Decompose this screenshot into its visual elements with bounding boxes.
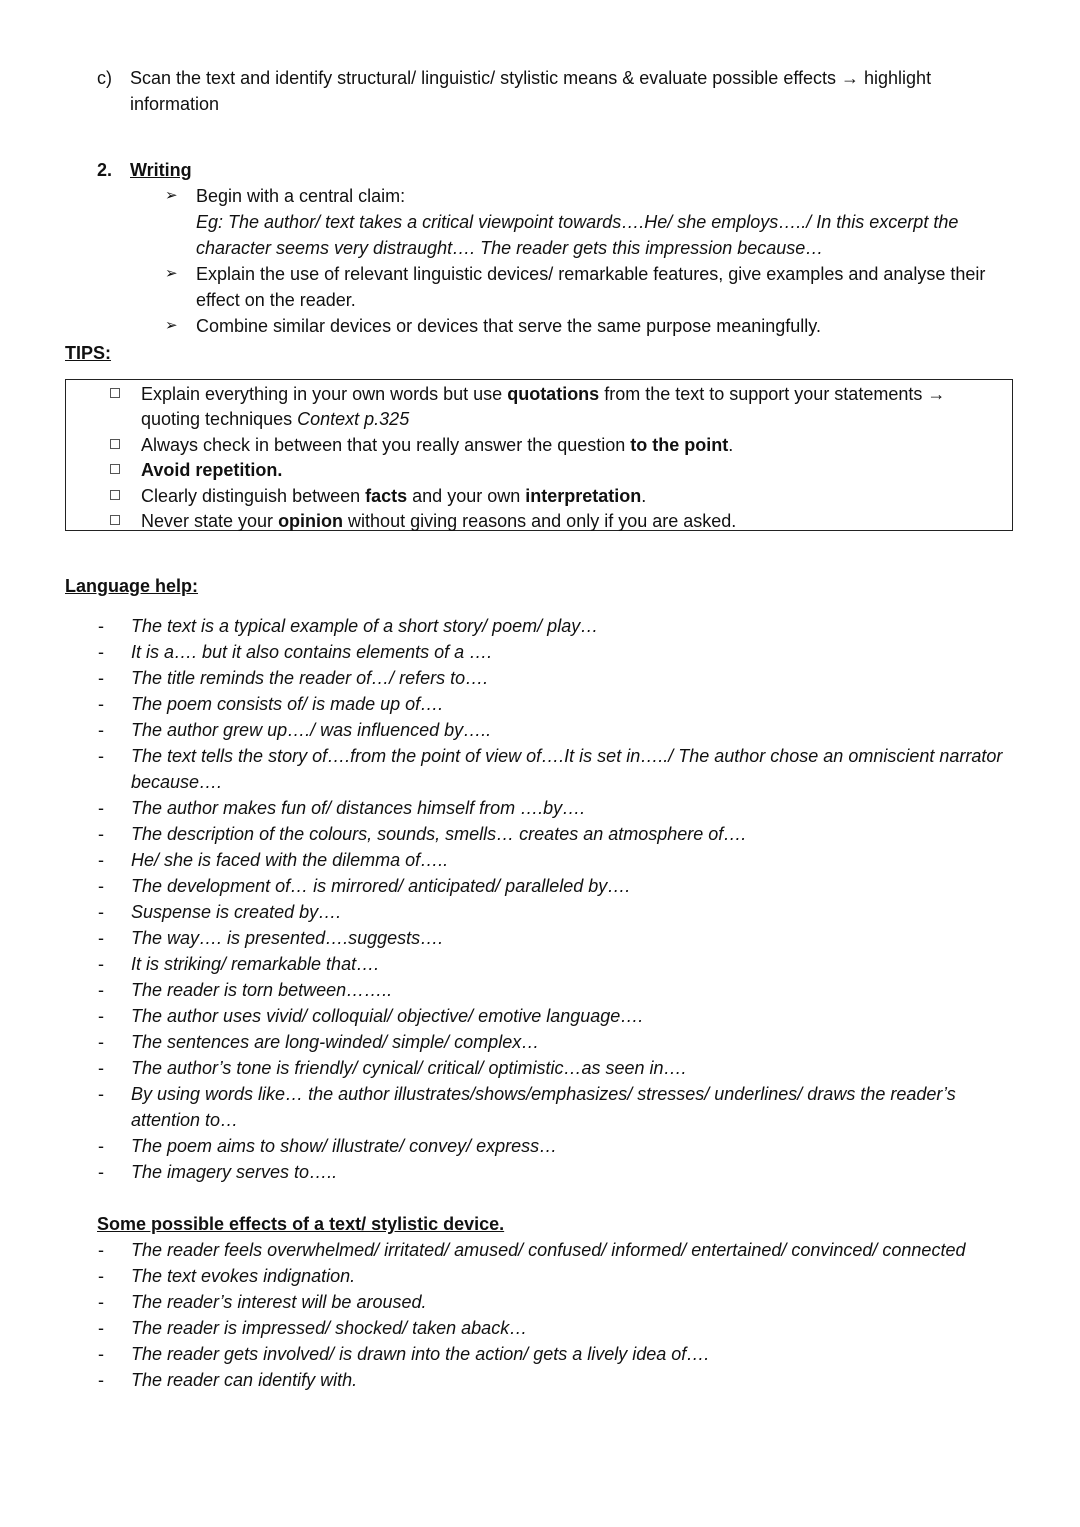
dash-bullet: - (98, 1136, 104, 1156)
language-phrase: The text is a typical example of a short story/ poem/ play… (131, 616, 599, 636)
dash-bullet: - (98, 1344, 104, 1364)
dash-bullet: - (98, 720, 104, 740)
dash-bullet: - (98, 1240, 104, 1260)
language-phrase: The author uses vivid/ colloquial/ objective/ emotive language…. (131, 1006, 644, 1026)
tip-facts-interpretation: Clearly distinguish between facts and your own interpretation. (141, 486, 647, 506)
language-help-heading: Language help: (65, 576, 199, 596)
writing-number: 2. (97, 160, 113, 180)
dash-bullet: - (98, 876, 104, 896)
language-phrase: By using words like… the author illustrates/shows/emphasizes/ stresses/ underlines/ draws the reader’s (131, 1084, 956, 1104)
language-phrase: The title reminds the reader of…/ refers to…. (131, 668, 489, 688)
language-phrase: It is a…. but it also contains elements of a …. (131, 642, 493, 662)
writing-item2-line2: effect on the reader. (196, 290, 356, 310)
section-c-text-line1: Scan the text and identify structural/ linguistic/ stylistic means & evaluate possible effects → highlight (130, 68, 932, 88)
language-phrase: The way…. is presented….suggests…. (131, 928, 444, 948)
dash-bullet: - (98, 642, 104, 662)
dash-bullet: - (98, 1292, 104, 1312)
checkbox-icon (110, 439, 120, 449)
effect-phrase: The reader gets involved/ is drawn into the action/ gets a lively idea of…. (131, 1344, 710, 1364)
dash-bullet: - (98, 902, 104, 922)
dash-bullet: - (98, 980, 104, 1000)
section-c-text-line2: information (130, 94, 220, 114)
language-phrase: Suspense is created by…. (131, 902, 342, 922)
language-phrase: The author makes fun of/ distances himself from ….by…. (131, 798, 586, 818)
language-phrase: He/ she is faced with the dilemma of….. (131, 850, 449, 870)
dash-bullet: - (98, 1084, 104, 1104)
tip-quotations: Explain everything in your own words but use quotations from the text to support your statements → (141, 384, 946, 404)
dash-bullet: - (98, 1162, 104, 1182)
language-phrase: The description of the colours, sounds, smells… creates an atmosphere of…. (131, 824, 747, 844)
effect-phrase: The reader is impressed/ shocked/ taken aback… (131, 1318, 528, 1338)
language-phrase: The author grew up…./ was influenced by….. (131, 720, 492, 740)
checkbox-icon (110, 490, 120, 500)
language-phrase: The poem consists of/ is made up of…. (131, 694, 444, 714)
dash-bullet: - (98, 1058, 104, 1078)
dash-bullet: - (98, 928, 104, 948)
language-phrase: It is striking/ remarkable that…. (131, 954, 380, 974)
section-c-label: c) (97, 68, 112, 88)
effect-phrase: The reader can identify with. (131, 1370, 358, 1390)
tip-opinion: Never state your opinion without giving reasons and only if you are asked. (141, 511, 737, 531)
dash-bullet: - (98, 1006, 104, 1026)
dash-bullet: - (98, 850, 104, 870)
writing-heading: Writing (130, 160, 192, 180)
writing-item1-line2: Eg: The author/ text takes a critical viewpoint towards….He/ she employs…../ In this excerpt the (196, 212, 959, 232)
arrow-bullet-icon: ➢ (165, 317, 178, 334)
dash-bullet: - (98, 1266, 104, 1286)
arrow-bullet-icon: ➢ (165, 265, 178, 282)
language-phrase: The text tells the story of….from the point of view of….It is set in…../ The author chose an omniscient narrator (131, 746, 1003, 766)
checkbox-icon (110, 388, 120, 398)
dash-bullet: - (98, 1370, 104, 1390)
language-phrase-continued: attention to… (131, 1110, 239, 1130)
tips-heading: TIPS: (65, 343, 112, 363)
language-phrase: The development of… is mirrored/ anticipated/ paralleled by…. (131, 876, 631, 896)
dash-bullet: - (98, 1032, 104, 1052)
effects-heading: Some possible effects of a text/ stylistic device. (97, 1214, 505, 1234)
writing-item3: Combine similar devices or devices that serve the same purpose meaningfully. (196, 316, 821, 336)
checkbox-icon (110, 515, 120, 525)
tip-to-the-point: Always check in between that you really answer the question to the point. (141, 435, 734, 455)
language-phrase: The imagery serves to….. (131, 1162, 338, 1182)
language-phrase: The reader is torn between…….. (131, 980, 393, 1000)
dash-bullet: - (98, 954, 104, 974)
tip-quotations-line2: quoting techniques Context p.325 (141, 409, 410, 429)
dash-bullet: - (98, 798, 104, 818)
dash-bullet: - (98, 694, 104, 714)
dash-bullet: - (98, 616, 104, 636)
language-phrase: The author’s tone is friendly/ cynical/ critical/ optimistic…as seen in…. (131, 1058, 687, 1078)
checkbox-icon (110, 464, 120, 474)
dash-bullet: - (98, 668, 104, 688)
writing-item1-line1: Begin with a central claim: (196, 186, 406, 206)
effect-phrase: The reader feels overwhelmed/ irritated/ amused/ confused/ informed/ entertained/ convinced/ connected (131, 1240, 966, 1260)
effect-phrase: The text evokes indignation. (131, 1266, 356, 1286)
arrow-bullet-icon: ➢ (165, 187, 178, 204)
dash-bullet: - (98, 1318, 104, 1338)
language-phrase: The poem aims to show/ illustrate/ convey/ express… (131, 1136, 558, 1156)
dash-bullet: - (98, 824, 104, 844)
dash-bullet: - (98, 746, 104, 766)
writing-item1-line3: character seems very distraught…. The reader gets this impression because… (196, 238, 824, 258)
writing-item2-line1: Explain the use of relevant linguistic devices/ remarkable features, give examples and analyse their (196, 264, 986, 284)
effect-phrase: The reader’s interest will be aroused. (131, 1292, 427, 1312)
language-phrase-continued: because…. (131, 772, 223, 792)
language-phrase: The sentences are long-winded/ simple/ complex… (131, 1032, 540, 1052)
tip-avoid-repetition: Avoid repetition. (141, 460, 283, 480)
